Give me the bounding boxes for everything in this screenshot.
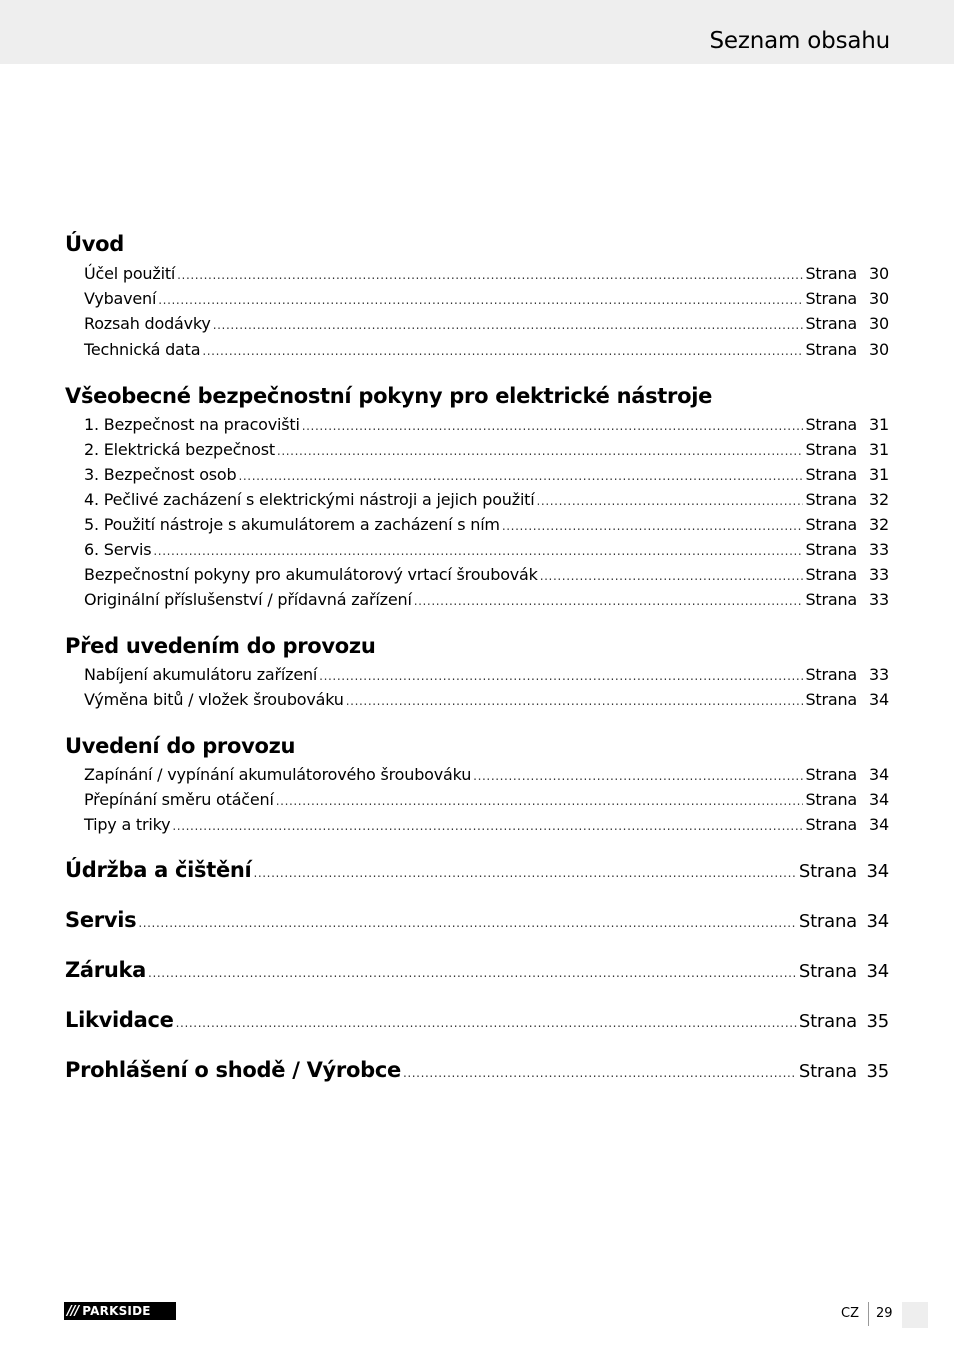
- entry-label: Nabíjení akumulátoru zařízení: [84, 665, 318, 684]
- dot-leader: [537, 494, 804, 508]
- entry-page: 34: [869, 690, 889, 709]
- dot-leader: [346, 694, 804, 708]
- dot-leader: [158, 293, 803, 307]
- dot-leader: [213, 318, 804, 332]
- toc-main-entry-udrzba[interactable]: [65, 858, 889, 888]
- toc-entry[interactable]: [84, 465, 889, 487]
- entry-label: Výměna bitů / vložek šroubováku: [84, 690, 344, 709]
- entry-label: Přepínání směru otáčení: [84, 790, 274, 809]
- dot-leader: [277, 444, 804, 458]
- section-heading-uvedeni-do-provozu: Uvedení do provozu: [65, 734, 296, 758]
- entry-label: Servis: [65, 908, 137, 932]
- dot-leader: [502, 519, 804, 533]
- entry-label: Technická data: [84, 340, 201, 359]
- page-number: 29: [876, 1306, 893, 1321]
- entry-strana: Strana: [805, 540, 857, 559]
- entry-strana: Strana: [798, 1011, 857, 1032]
- entry-label: 4. Pečlivé zacházení s elektrickými nástroji a jejich použití: [84, 490, 535, 509]
- entry-page: 34: [866, 911, 889, 932]
- entry-strana: Strana: [805, 465, 857, 484]
- entry-strana: Strana: [805, 515, 857, 534]
- entry-label: Zapínání / vypínání akumulátorového šroubováku: [84, 765, 472, 784]
- entry-page: 32: [869, 490, 889, 509]
- entry-label: Likvidace: [65, 1008, 174, 1032]
- entry-page: 34: [869, 790, 889, 809]
- toc-entry[interactable]: [84, 565, 889, 587]
- entry-strana: Strana: [805, 340, 857, 359]
- toc-entry[interactable]: [84, 665, 889, 687]
- toc-entry[interactable]: [84, 790, 889, 812]
- entry-page: 31: [869, 415, 889, 434]
- logo-text: PARKSIDE: [82, 1304, 151, 1318]
- entry-label: 3. Bezpečnost osob: [84, 465, 237, 484]
- dot-leader: [148, 966, 797, 980]
- entry-label: Originální příslušenství / přídavná zařízení: [84, 590, 412, 609]
- toc-main-entry-prohlaseni[interactable]: [65, 1058, 889, 1088]
- entry-strana: Strana: [805, 565, 857, 584]
- entry-label: Prohlášení o shodě / Výrobce: [65, 1058, 401, 1082]
- entry-label: Účel použití: [84, 264, 176, 283]
- entry-strana: Strana: [805, 440, 857, 459]
- entry-page: 33: [869, 565, 889, 584]
- toc-main-entry-likvidace[interactable]: [65, 1008, 889, 1038]
- entry-strana: Strana: [805, 690, 857, 709]
- entry-page: 34: [866, 861, 889, 882]
- entry-strana: Strana: [805, 790, 857, 809]
- dot-leader: [172, 819, 803, 833]
- toc-main-entry-zaruka[interactable]: [65, 958, 889, 988]
- entry-strana: Strana: [798, 911, 857, 932]
- dot-leader: [153, 544, 803, 558]
- entry-label: Bezpečnostní pokyny pro akumulátorový vrtací šroubovák: [84, 565, 538, 584]
- entry-strana: Strana: [798, 1061, 857, 1082]
- entry-strana: Strana: [805, 665, 857, 684]
- entry-strana: Strana: [805, 490, 857, 509]
- entry-page: 34: [869, 815, 889, 834]
- entry-label: Rozsah dodávky: [84, 314, 211, 333]
- entry-strana: Strana: [798, 861, 857, 882]
- entry-strana: Strana: [805, 590, 857, 609]
- section-heading-uvod: Úvod: [65, 232, 125, 256]
- dot-leader: [253, 866, 796, 880]
- entry-page: 31: [869, 465, 889, 484]
- dot-leader: [302, 419, 804, 433]
- entry-page: 35: [866, 1061, 889, 1082]
- dot-leader: [138, 916, 797, 930]
- dot-leader: [540, 569, 804, 583]
- toc-entry[interactable]: [84, 314, 889, 336]
- dot-leader: [238, 469, 803, 483]
- parkside-logo: [64, 1302, 176, 1320]
- toc-entry[interactable]: [84, 765, 889, 787]
- entry-page: 30: [869, 264, 889, 283]
- entry-strana: Strana: [805, 765, 857, 784]
- toc-entry[interactable]: [84, 815, 889, 837]
- page-title: Seznam obsahu: [709, 28, 890, 54]
- toc-entry[interactable]: [84, 515, 889, 537]
- entry-label: 6. Servis: [84, 540, 152, 559]
- dot-leader: [276, 794, 804, 808]
- entry-strana: Strana: [805, 314, 857, 333]
- entry-page: 34: [866, 961, 889, 982]
- entry-label: Záruka: [65, 958, 147, 982]
- entry-label: Tipy a triky: [84, 815, 171, 834]
- footer-divider: [868, 1302, 869, 1326]
- entry-strana: Strana: [805, 289, 857, 308]
- dot-leader: [414, 594, 804, 608]
- dot-leader: [177, 268, 803, 282]
- toc-entry[interactable]: [84, 540, 889, 562]
- dot-leader: [319, 669, 803, 683]
- toc-entry[interactable]: [84, 690, 889, 712]
- entry-page: 31: [869, 440, 889, 459]
- entry-page: 30: [869, 289, 889, 308]
- entry-page: 34: [869, 765, 889, 784]
- footer-tab-marker: [902, 1302, 928, 1328]
- entry-strana: Strana: [805, 815, 857, 834]
- entry-label: 2. Elektrická bezpečnost: [84, 440, 275, 459]
- entry-label: 1. Bezpečnost na pracovišti: [84, 415, 300, 434]
- language-code: CZ: [841, 1306, 859, 1321]
- dot-leader: [403, 1066, 797, 1080]
- entry-label: Vybavení: [84, 289, 157, 308]
- entry-strana: Strana: [805, 415, 857, 434]
- entry-label: Údržba a čištění: [65, 858, 252, 882]
- entry-page: 33: [869, 590, 889, 609]
- dot-leader: [176, 1016, 797, 1030]
- entry-page: 30: [869, 314, 889, 333]
- toc-entry[interactable]: [84, 264, 889, 286]
- toc-entry[interactable]: [84, 415, 889, 437]
- entry-page: 30: [869, 340, 889, 359]
- section-heading-bezpecnostni-pokyny: Všeobecné bezpečnostní pokyny pro elektrické nástroje: [65, 384, 713, 408]
- entry-page: 35: [866, 1011, 889, 1032]
- entry-page: 33: [869, 665, 889, 684]
- dot-leader: [473, 769, 803, 783]
- section-heading-pred-uvedenim: Před uvedením do provozu: [65, 634, 376, 658]
- toc-entry[interactable]: [84, 490, 889, 512]
- entry-page: 33: [869, 540, 889, 559]
- dot-leader: [202, 344, 803, 358]
- toc-entry[interactable]: [84, 340, 889, 362]
- toc-entry[interactable]: [84, 440, 889, 462]
- entry-strana: Strana: [798, 961, 857, 982]
- entry-page: 32: [869, 515, 889, 534]
- toc-entry[interactable]: [84, 289, 889, 311]
- entry-label: 5. Použití nástroje s akumulátorem a zacházení s ním: [84, 515, 500, 534]
- toc-main-entry-servis[interactable]: [65, 908, 889, 938]
- entry-strana: Strana: [805, 264, 857, 283]
- toc-entry[interactable]: [84, 590, 889, 612]
- logo-slashes: ///: [67, 1303, 79, 1319]
